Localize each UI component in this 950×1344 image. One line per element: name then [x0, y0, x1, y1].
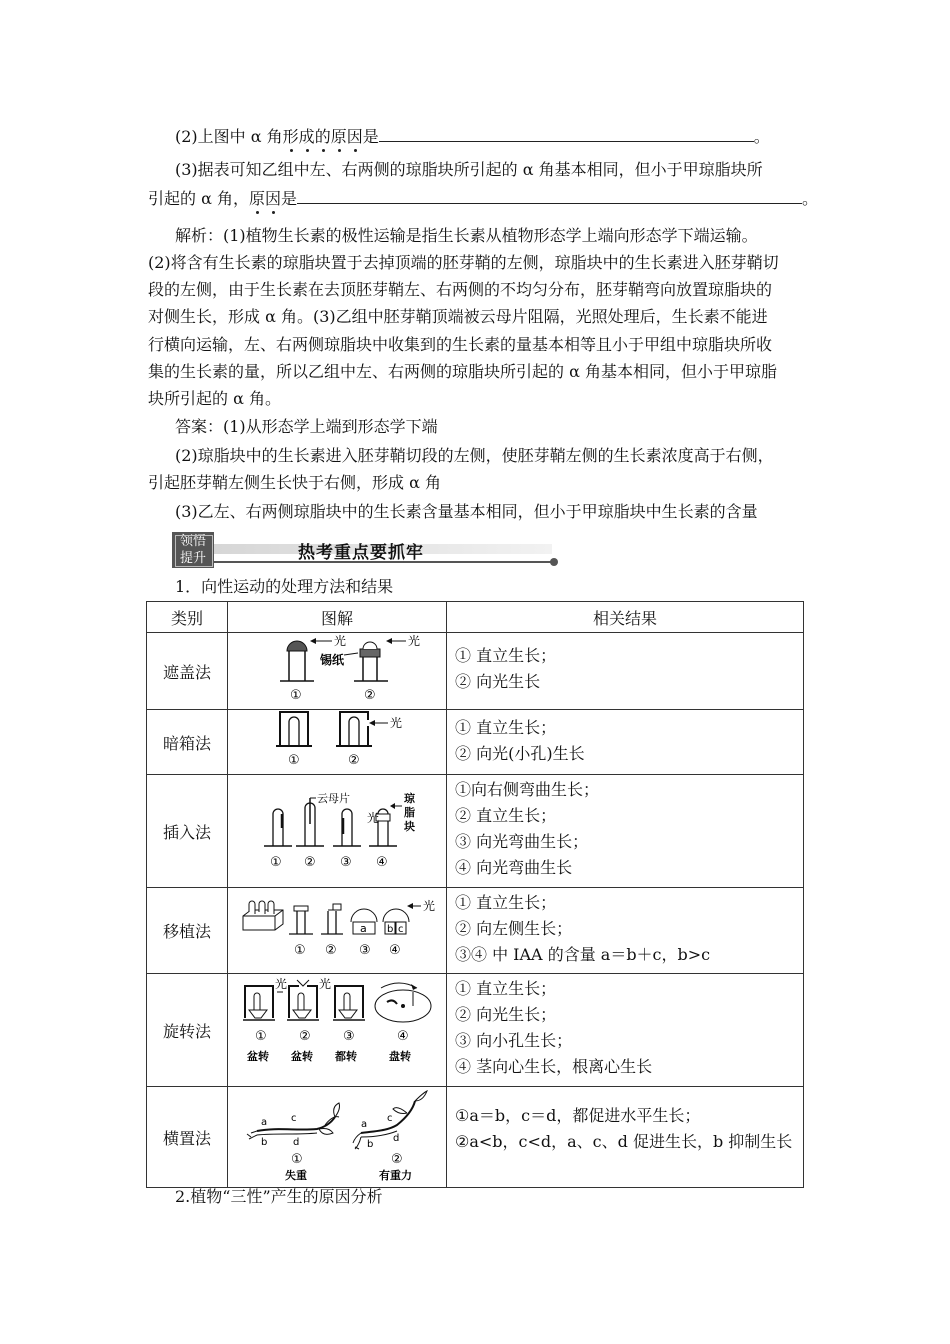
svg-text:②: ②	[391, 1152, 403, 1167]
svg-text:光: 光	[334, 634, 347, 648]
svg-text:光: 光	[319, 977, 332, 991]
svg-text:②: ②	[325, 942, 337, 958]
table-row	[147, 710, 804, 775]
header-results: 相关结果	[447, 602, 804, 633]
result-line: ②a<b，c<d，a、c、d 促进生长，b 抑制生长	[455, 1132, 793, 1151]
result-line: ③④ 中 IAA 的含量 a＝b＋c，b>c	[455, 945, 711, 964]
figure-rotation-method	[228, 974, 447, 1087]
svg-text:盆转: 盆转	[247, 1050, 269, 1063]
result-line: ② 向光生长；	[455, 1005, 557, 1024]
result-line: ② 向光(小孔)生长	[455, 744, 585, 763]
badge-line1: 领悟	[179, 534, 206, 549]
banner-title: 热考重点要抓牢	[298, 543, 424, 563]
row-category: 暗箱法	[147, 710, 228, 775]
svg-text:④: ④	[397, 1029, 409, 1044]
svg-text:③: ③	[340, 855, 352, 870]
table-row	[147, 888, 804, 974]
svg-text:光: 光	[275, 977, 288, 991]
q3-prefix: 引起的 α 角，	[148, 189, 249, 208]
insertion-diagram	[242, 784, 432, 874]
answer-line: 引起胚芽鞘左侧生长快于右侧，形成 α 角	[148, 473, 441, 492]
svg-text:有重力: 有重力	[379, 1169, 412, 1182]
section-1-title: 1．向性运动的处理方法和结果	[175, 577, 394, 596]
section-banner	[172, 532, 557, 568]
svg-text:锡纸: 锡纸	[320, 653, 345, 667]
svg-text:b: b	[387, 923, 394, 935]
result-line: ① 直立生长；	[455, 893, 557, 912]
figure-cover-method	[228, 633, 447, 710]
result-line: ④ 茎向心生长，根离心生长	[455, 1057, 653, 1076]
q3-suffix: 是	[281, 189, 298, 208]
svg-text:③: ③	[343, 1029, 355, 1044]
row-results	[447, 775, 804, 888]
svg-text:光: 光	[390, 716, 403, 730]
row-results	[447, 633, 804, 710]
header-category: 类别	[147, 602, 228, 633]
banner-badge	[172, 532, 214, 568]
rotation-diagram	[237, 974, 437, 1082]
svg-text:d: d	[293, 1137, 300, 1148]
svg-text:c: c	[387, 1113, 393, 1124]
badge-line2: 提升	[179, 551, 206, 566]
svg-text:a: a	[261, 1117, 268, 1128]
svg-text:光: 光	[367, 811, 380, 825]
header-figure: 图解	[228, 602, 447, 633]
analysis-line: 集的生长素的量，所以乙组中左、右两侧的琼脂块所引起的 α 角基本相同，但小于甲琼脂	[148, 362, 777, 381]
row-category: 横置法	[147, 1087, 228, 1188]
svg-text:③: ③	[359, 942, 371, 958]
q2-prefix: (2)上图中 α 角	[175, 127, 283, 146]
result-line: ② 向光生长	[455, 672, 541, 691]
svg-text:c: c	[291, 1113, 297, 1124]
result-line: ③ 向小孔生长；	[455, 1031, 573, 1050]
row-category: 移植法	[147, 888, 228, 974]
row-results	[447, 1087, 804, 1188]
svg-text:云母片: 云母片	[317, 792, 350, 805]
dark-box-diagram	[242, 710, 432, 770]
svg-text:①: ①	[290, 688, 302, 703]
svg-text:光: 光	[408, 634, 421, 648]
figure-transplant-method	[228, 888, 447, 974]
svg-text:①: ①	[288, 753, 300, 768]
svg-text:①: ①	[255, 1029, 267, 1044]
q2-end: 。	[753, 127, 770, 146]
table-row	[147, 1087, 804, 1188]
horizontal-diagram	[237, 1087, 437, 1183]
svg-text:①: ①	[291, 1152, 303, 1167]
svg-text:a: a	[360, 921, 367, 935]
analysis-line: 块所引起的 α 角。	[148, 389, 281, 408]
svg-text:c: c	[398, 923, 404, 935]
svg-text:都转: 都转	[335, 1050, 357, 1063]
result-line: ④ 向光弯曲生长	[455, 858, 573, 877]
svg-text:④: ④	[389, 942, 401, 958]
analysis-line: 行横向运输，左、右两侧琼脂块中收集到的生长素的量基本相等且小于甲组中琼脂块所收	[148, 335, 773, 354]
figure-dark-box-method	[228, 710, 447, 775]
svg-text:b: b	[367, 1139, 374, 1150]
row-category: 插入法	[147, 775, 228, 888]
svg-text:a: a	[361, 1119, 368, 1130]
cover-method-diagram	[242, 633, 432, 705]
result-line: ① 直立生长；	[455, 979, 557, 998]
result-line: ①a＝b，c＝d，都促进水平生长；	[455, 1106, 701, 1125]
svg-text:②: ②	[364, 688, 376, 703]
row-results	[447, 710, 804, 775]
svg-text:盘转: 盘转	[389, 1050, 411, 1063]
q3-answer-blank[interactable]	[297, 187, 802, 204]
q2-dotted-text: 形成的原因	[282, 127, 363, 146]
transplant-diagram	[237, 894, 437, 964]
svg-text:①: ①	[294, 942, 306, 958]
svg-text:脂: 脂	[404, 806, 415, 819]
svg-text:②: ②	[299, 1029, 311, 1044]
q2-answer-blank[interactable]	[379, 125, 754, 142]
question-3-line1: (3)据表可知乙组中左、右两侧的琼脂块所引起的 α 角基本相同，但小于甲琼脂块所	[175, 160, 763, 179]
q3-dotted-text: 原因	[248, 189, 282, 208]
table-header-row	[147, 602, 804, 633]
q3-end: 。	[802, 189, 819, 208]
answer-line: (2)琼脂块中的生长素进入胚芽鞘切段的左侧，使胚芽鞘左侧的生长素浓度高于右侧，	[175, 446, 774, 465]
question-3-line2	[148, 187, 818, 210]
svg-text:块: 块	[404, 820, 415, 833]
analysis-line: 段的左侧，由于生长素在去顶胚芽鞘左、右两侧的不均匀分布，胚芽鞘弯向放置琼脂块的	[148, 280, 773, 299]
result-line: ① 直立生长；	[455, 646, 557, 665]
result-line: ③ 向光弯曲生长；	[455, 832, 589, 851]
svg-text:①: ①	[270, 855, 282, 870]
svg-text:失重: 失重	[285, 1169, 307, 1182]
table-row	[147, 974, 804, 1087]
svg-text:②: ②	[304, 855, 316, 870]
svg-text:b: b	[261, 1137, 268, 1148]
row-results	[447, 888, 804, 974]
analysis-line: (2)将含有生长素的琼脂块置于去掉顶端的胚芽鞘的左侧，琼脂块中的生长素进入胚芽鞘切	[148, 253, 779, 272]
result-line: ①向右侧弯曲生长；	[455, 780, 600, 799]
svg-text:④: ④	[376, 855, 388, 870]
banner-dot	[550, 558, 558, 566]
tropism-table	[146, 601, 804, 1188]
result-line: ① 直立生长；	[455, 718, 557, 737]
analysis-line: 解析：(1)植物生长素的极性运输是指生长素从植物形态学上端向形态学下端运输。	[175, 226, 758, 245]
row-category: 旋转法	[147, 974, 228, 1087]
result-line: ② 向左侧生长；	[455, 919, 573, 938]
svg-text:②: ②	[348, 753, 360, 768]
table-row	[147, 633, 804, 710]
question-2	[175, 125, 770, 148]
analysis-line: 对侧生长，形成 α 角。(3)乙组中胚芽鞘顶端被云母片阻隔，光照处理后，生长素不能进	[148, 307, 768, 326]
table-row	[147, 775, 804, 888]
figure-insertion-method	[228, 775, 447, 888]
q2-suffix: 是	[362, 127, 379, 146]
svg-text:d: d	[393, 1133, 400, 1144]
result-line: ② 直立生长；	[455, 806, 557, 825]
section-2-title: 2.植物“三性”产生的原因分析	[175, 1187, 383, 1206]
row-category: 遮盖法	[147, 633, 228, 710]
answer-line: 答案：(1)从形态学上端到形态学下端	[175, 417, 438, 436]
answer-line: (3)乙左、右两侧琼脂块中的生长素含量基本相同，但小于甲琼脂块中生长素的含量	[175, 502, 758, 521]
figure-horizontal-method	[228, 1087, 447, 1188]
svg-text:盆转: 盆转	[291, 1050, 313, 1063]
row-results	[447, 974, 804, 1087]
svg-text:光: 光	[423, 898, 436, 913]
svg-text:琼: 琼	[404, 792, 415, 805]
